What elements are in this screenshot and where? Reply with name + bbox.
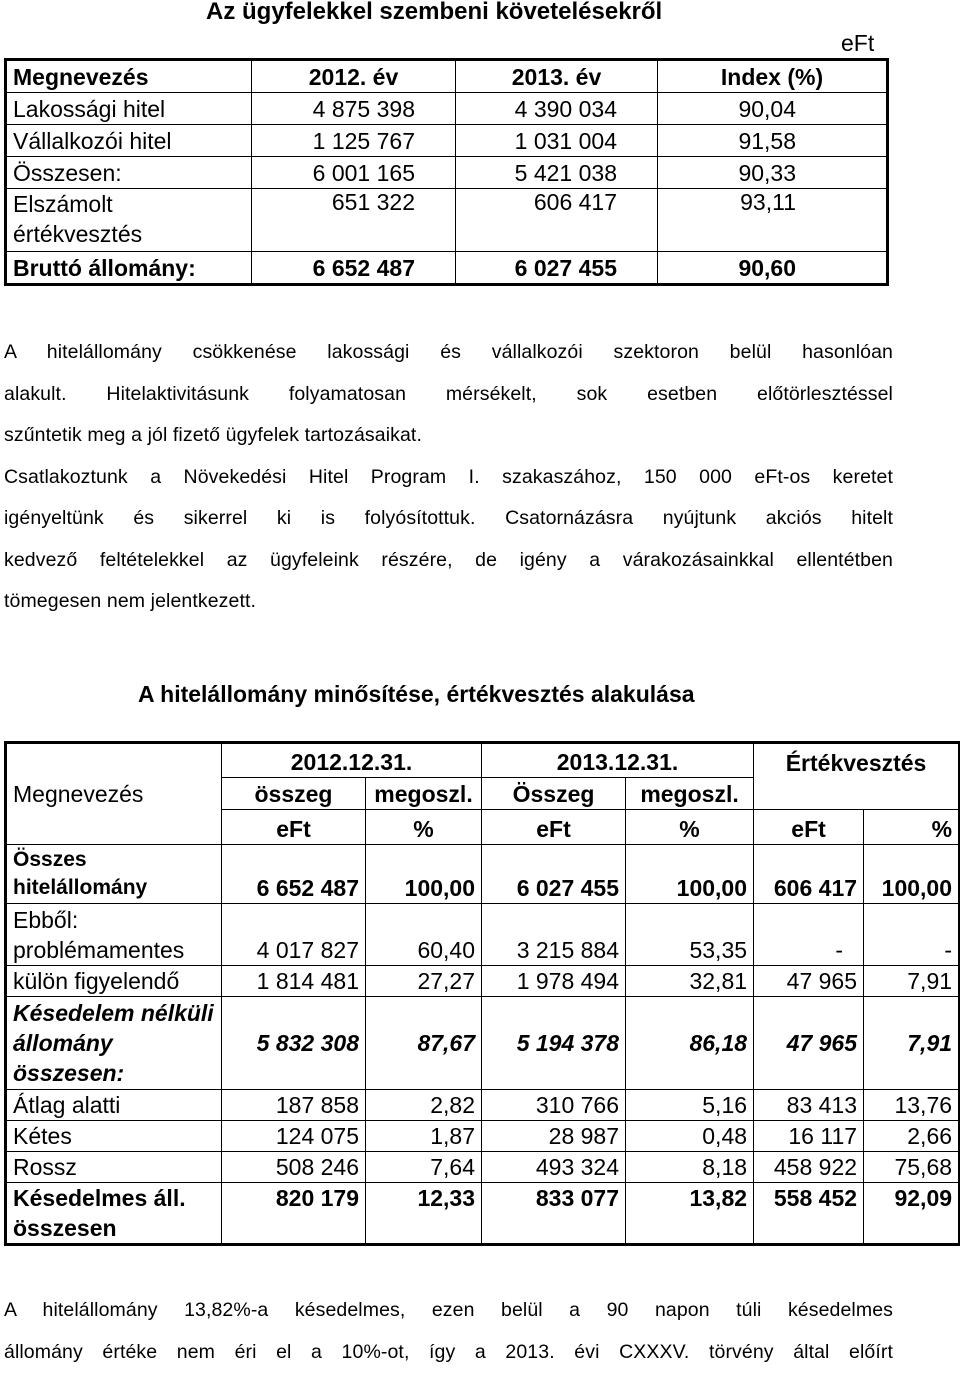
value-cell: 820 179 <box>222 1183 366 1245</box>
row-label: Késedelmes áll. összesen <box>6 1183 222 1245</box>
value-cell: 6 027 455 <box>456 252 658 285</box>
row-label-prefix: Ebből: <box>13 907 78 933</box>
value-cell: 90,04 <box>658 93 888 125</box>
header-cell: Megnevezés <box>6 60 252 93</box>
header-unit: % <box>864 810 960 845</box>
header-unit: % <box>626 810 754 845</box>
loan-quality-table <box>4 741 960 1246</box>
table-row <box>6 93 888 125</box>
value-cell: 5 832 308 <box>222 997 366 1090</box>
table-row <box>6 125 888 157</box>
value-cell: 53,35 <box>626 904 754 966</box>
paragraph <box>4 332 893 623</box>
value-cell: 13,76 <box>864 1090 960 1121</box>
header-impairment: Értékvesztés <box>754 743 960 778</box>
value-cell: 86,18 <box>626 997 754 1090</box>
value-cell: 1 031 004 <box>456 125 658 157</box>
value-cell: 47 965 <box>754 966 864 997</box>
header-unit: eFt <box>754 810 864 845</box>
header-cell: Összeg <box>482 778 626 810</box>
table-row <box>6 252 888 285</box>
value-cell: 1 978 494 <box>482 966 626 997</box>
value-cell: 92,09 <box>864 1183 960 1245</box>
value-cell: 87,67 <box>366 997 482 1090</box>
value-cell: 1,87 <box>366 1121 482 1152</box>
table-row <box>6 997 960 1090</box>
table-row <box>6 1183 960 1245</box>
paragraph-line: alakult. Hitelaktivitásunk folyamatosan mérsékelt, sok esetben előtörlesztéssel <box>4 374 893 416</box>
table-row <box>6 904 960 966</box>
header-cell <box>754 778 960 810</box>
value-cell: 310 766 <box>482 1090 626 1121</box>
header-unit: eFt <box>482 810 626 845</box>
value-cell: 3 215 884 <box>482 904 626 966</box>
value-cell: 508 246 <box>222 1152 366 1183</box>
row-label: Elszámolt értékvesztés <box>6 189 252 252</box>
value-cell: 27,27 <box>366 966 482 997</box>
section-title: A hitelállomány minősítése, értékvesztés alakulása <box>138 681 695 708</box>
row-label: Összesen: <box>6 157 252 189</box>
row-label: Késedelem nélküli állomány összesen: <box>6 997 222 1090</box>
table-row <box>6 1152 960 1183</box>
header-cell: megoszl. <box>626 778 754 810</box>
header-cell: 2012. év <box>252 60 456 93</box>
value-cell: 12,33 <box>366 1183 482 1245</box>
value-cell: 6 652 487 <box>252 252 456 285</box>
value-cell: 100,00 <box>864 845 960 904</box>
value-cell: 6 027 455 <box>482 845 626 904</box>
row-label: Bruttó állomány: <box>6 252 252 285</box>
header-cell: összeg <box>222 778 366 810</box>
value-cell: 0,48 <box>626 1121 754 1152</box>
value-cell: 32,81 <box>626 966 754 997</box>
value-cell: 558 452 <box>754 1183 864 1245</box>
value-cell: 16 117 <box>754 1121 864 1152</box>
value-cell: 1 814 481 <box>222 966 366 997</box>
value-cell: 5 421 038 <box>456 157 658 189</box>
value-cell: 606 417 <box>456 189 658 252</box>
table-row <box>6 845 960 904</box>
header-cell: Megnevezés <box>6 743 222 845</box>
paragraph <box>4 1290 893 1373</box>
value-cell: 75,68 <box>864 1152 960 1183</box>
value-cell: 4 017 827 <box>222 904 366 966</box>
paragraph-line: A hitelállomány 13,82%-a késedelmes, ezen belül a 90 napon túli késedelmes <box>4 1290 893 1332</box>
value-cell: - <box>864 904 960 966</box>
value-cell: 7,91 <box>864 966 960 997</box>
table-row <box>6 1090 960 1121</box>
value-cell: 100,00 <box>366 845 482 904</box>
row-label: külön figyelendő <box>6 966 222 997</box>
paragraph-line: A hitelállomány csökkenése lakossági és vállalkozói szektoron belül hasonlóan <box>4 332 893 374</box>
value-cell: 28 987 <box>482 1121 626 1152</box>
table-row <box>6 1121 960 1152</box>
table-header-row <box>6 60 888 93</box>
value-cell: 5 194 378 <box>482 997 626 1090</box>
value-cell: 7,91 <box>864 997 960 1090</box>
row-label: Kétes <box>6 1121 222 1152</box>
table-header-row <box>6 743 960 778</box>
header-unit: eFt <box>222 810 366 845</box>
header-cell: Index (%) <box>658 60 888 93</box>
receivables-table <box>4 58 889 286</box>
value-cell: 90,60 <box>658 252 888 285</box>
value-cell: 493 324 <box>482 1152 626 1183</box>
value-cell: 187 858 <box>222 1090 366 1121</box>
header-date-2013: 2013.12.31. <box>482 743 754 778</box>
section-title: Az ügyfelekkel szembeni követelésekről <box>206 0 662 26</box>
value-cell: - <box>754 904 864 966</box>
value-cell: 13,82 <box>626 1183 754 1245</box>
value-cell: 90,33 <box>658 157 888 189</box>
paragraph-line: állomány értéke nem éri el a 10%-ot, így a 2013. évi CXXXV. törvény által előírt <box>4 1332 893 1373</box>
unit-label: eFt <box>841 30 874 57</box>
value-cell: 4 390 034 <box>456 93 658 125</box>
header-cell: megoszl. <box>366 778 482 810</box>
value-cell: 124 075 <box>222 1121 366 1152</box>
value-cell: 4 875 398 <box>252 93 456 125</box>
row-label: Átlag alatti <box>6 1090 222 1121</box>
row-label: Összes hitelállomány <box>6 845 222 904</box>
header-date-2012: 2012.12.31. <box>222 743 482 778</box>
value-cell: 6 652 487 <box>222 845 366 904</box>
paragraph-line: igényeltünk és sikerrel ki is folyósítottuk. Csatornázásra nyújtunk akciós hitelt <box>4 498 893 540</box>
value-cell: 2,66 <box>864 1121 960 1152</box>
table-row <box>6 189 888 252</box>
value-cell: 7,64 <box>366 1152 482 1183</box>
value-cell: 6 001 165 <box>252 157 456 189</box>
value-cell: 651 322 <box>252 189 456 252</box>
table-row <box>6 157 888 189</box>
value-cell: 833 077 <box>482 1183 626 1245</box>
value-cell: 93,11 <box>658 189 888 252</box>
value-cell: 60,40 <box>366 904 482 966</box>
value-cell: 83 413 <box>754 1090 864 1121</box>
paragraph-line: szűntetik meg a jól fizető ügyfelek tartozásaikat. <box>4 415 893 457</box>
paragraph-line: Csatlakoztunk a Növekedési Hitel Program I. szakaszához, 150 000 eFt-os keretet <box>4 457 893 499</box>
row-label: Rossz <box>6 1152 222 1183</box>
value-cell: 91,58 <box>658 125 888 157</box>
value-cell: 2,82 <box>366 1090 482 1121</box>
table-row <box>6 966 960 997</box>
value-cell: 8,18 <box>626 1152 754 1183</box>
row-label <box>6 904 222 966</box>
value-cell: 606 417 <box>754 845 864 904</box>
row-label-text: problémamentes <box>13 937 184 963</box>
row-label: Vállalkozói hitel <box>6 125 252 157</box>
value-cell: 100,00 <box>626 845 754 904</box>
paragraph-line: kedvező feltételekkel az ügyfeleink részére, de igény a várakozásainkkal ellentétben <box>4 540 893 582</box>
value-cell: 5,16 <box>626 1090 754 1121</box>
value-cell: 47 965 <box>754 997 864 1090</box>
header-cell: 2013. év <box>456 60 658 93</box>
paragraph-line: tömegesen nem jelentkezett. <box>4 581 893 623</box>
row-label: Lakossági hitel <box>6 93 252 125</box>
value-cell: 458 922 <box>754 1152 864 1183</box>
value-cell: 1 125 767 <box>252 125 456 157</box>
header-unit: % <box>366 810 482 845</box>
